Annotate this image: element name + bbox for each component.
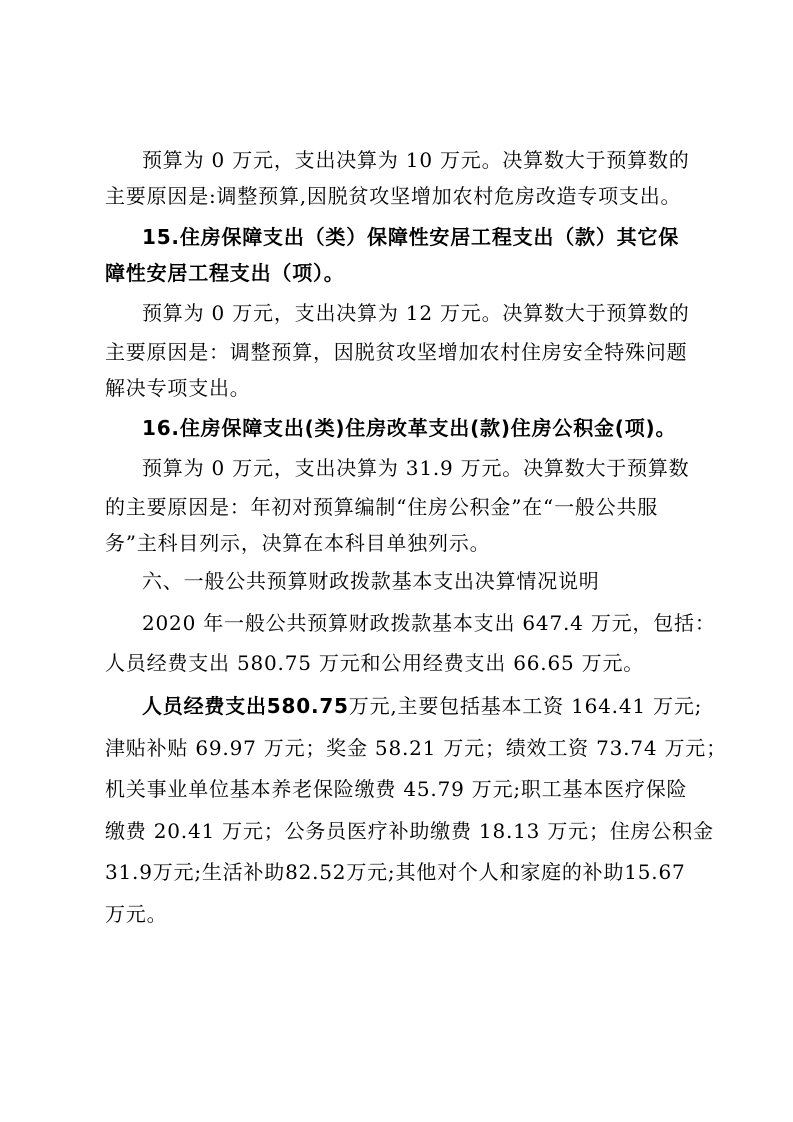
- paragraph-line: [142, 693, 732, 719]
- bold-lead-text: 人员经费支出580.75: [142, 694, 349, 718]
- paragraph-line: 解决专项支出。: [105, 376, 251, 400]
- paragraph-line: 预算为 0 万元，支出决算为 12 万元。决算数大于预算数的: [142, 301, 690, 325]
- paragraph-line: 预算为 0 万元，支出决算为 31.9 万元。决算数大于预算数: [142, 456, 690, 480]
- paragraph-text: 万元,主要包括基本工资 164.41 万元;: [348, 694, 703, 718]
- section-heading: 15.住房保障支出（类）保障性安居工程支出（款）其它保: [142, 225, 680, 249]
- paragraph-line: 万元。: [105, 902, 168, 926]
- paragraph-line: 预算为 0 万元，支出决算为 10 万元。决算数大于预算数的: [142, 148, 690, 172]
- section-heading: 障性安居工程支出（项）。: [105, 261, 345, 285]
- paragraph-line: 主要原因是:调整预算,因脱贫攻坚增加农村危房改造专项支出。: [105, 184, 682, 208]
- paragraph-line: 缴费 20.41 万元；公务员医疗补助缴费 18.13 万元；住房公积金: [105, 819, 714, 843]
- paragraph-line: 31.9万元;生活补助82.52万元;其他对个人和家庭的补助15.67: [105, 860, 686, 884]
- section-heading: 六、一般公共预算财政拨款基本支出决算情况说明: [142, 569, 600, 593]
- paragraph-line: 津贴补贴 69.97 万元；奖金 58.21 万元；绩效工资 73.74 万元；: [105, 736, 727, 760]
- paragraph-line: 2020 年一般公共预算财政拨款基本支出 647.4 万元，包括：: [142, 611, 716, 635]
- paragraph-line: 的主要原因是：年初对预算编制“住房公积金”在“一般公共服: [105, 495, 659, 519]
- paragraph-line: 机关事业单位基本养老保险缴费 45.79 万元;职工基本医疗保险: [105, 777, 688, 801]
- paragraph-line: 务”主科目列示，决算在本科目单独列示。: [105, 531, 491, 555]
- section-heading: 16.住房保障支出(类)住房改革支出(款)住房公积金(项)。: [142, 416, 677, 440]
- paragraph-line: 主要原因是：调整预算，因脱贫攻坚增加农村住房安全特殊问题: [105, 340, 688, 364]
- paragraph-line: 人员经费支出 580.75 万元和公用经费支出 66.65 万元。: [105, 651, 645, 675]
